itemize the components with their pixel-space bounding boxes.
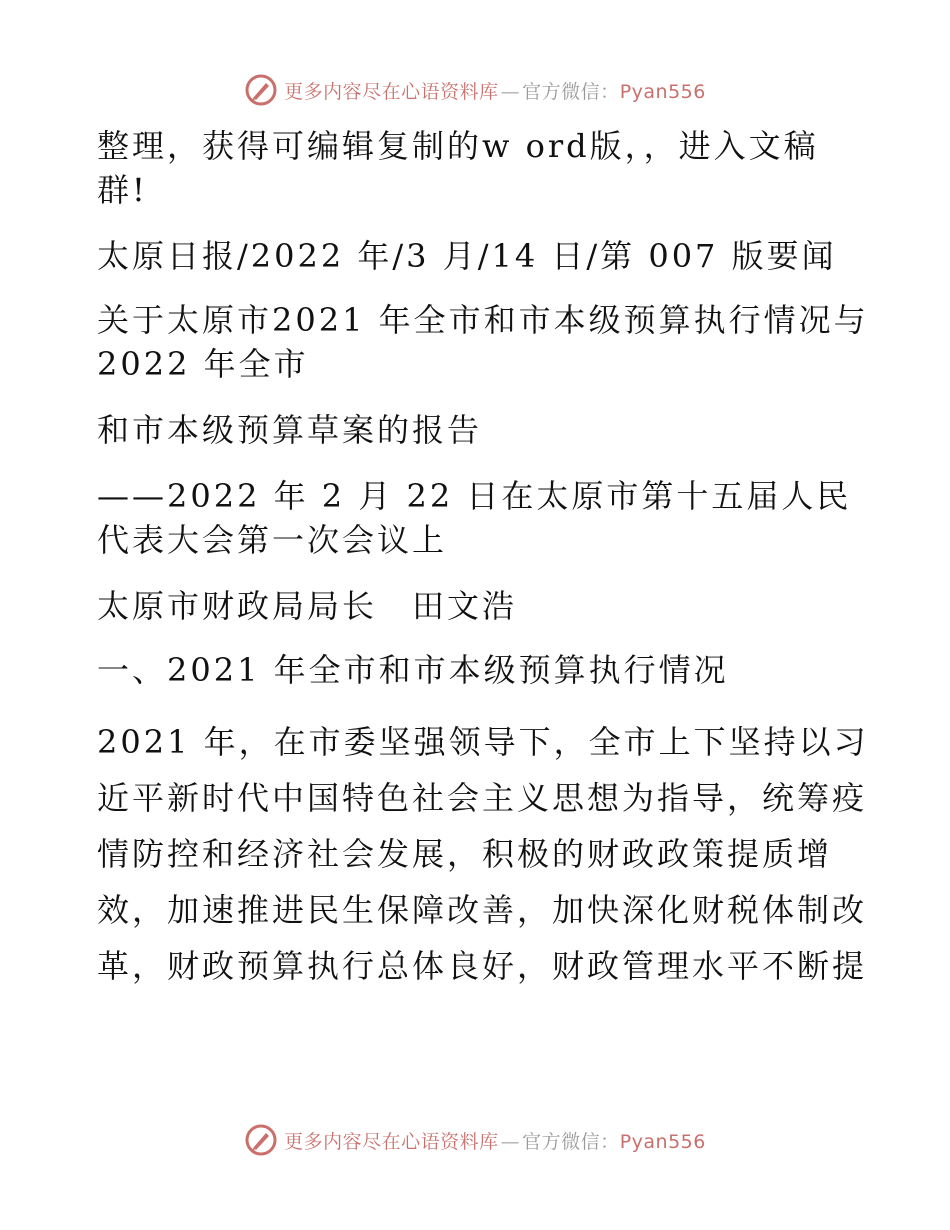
subtitle-line: 代表大会第一次会议上 [97, 521, 448, 559]
text-line: 群! [97, 171, 148, 209]
footer-watermark [0, 1120, 950, 1160]
author-line: 太原市财政局局长 田文浩 [97, 587, 518, 625]
watermark-brand: 更多内容尽在心语资料库 [284, 80, 499, 103]
paragraph-line: 2021 年，在市委坚强领导下，全市上下坚持以习 [97, 723, 869, 761]
watermark-dash: — [500, 80, 521, 103]
watermark-official: 官方微信： [522, 80, 620, 103]
paragraph-line: 革，财政预算执行总体良好，财政管理水平不断提 [97, 947, 868, 985]
pen-logo-icon [244, 73, 278, 107]
title-line: 和市本级预算草案的报告 [97, 411, 483, 449]
watermark-dash: — [500, 1130, 521, 1153]
title-line: 2022 年全市 [97, 345, 309, 383]
watermark-official: 官方微信： [522, 1130, 620, 1153]
watermark-text [284, 77, 706, 104]
text-line: 整理，获得可编辑复制的w ord版，，进入文稿 [97, 127, 819, 165]
watermark-text [284, 1127, 706, 1154]
paragraph-line: 效，加速推进民生保障改善，加快深化财税体制改 [97, 891, 868, 929]
section-heading: 一、2021 年全市和市本级预算执行情况 [97, 651, 729, 689]
watermark-handle: Pyan556 [619, 1130, 706, 1153]
pen-logo-icon [244, 1123, 278, 1157]
watermark-brand: 更多内容尽在心语资料库 [284, 1130, 499, 1153]
paragraph-line: 情防控和经济社会发展，积极的财政政策提质增 [97, 835, 833, 873]
source-line: 太原日报/2022 年/3 月/14 日/第 007 版要闻 [97, 237, 837, 275]
paragraph-line: 近平新时代中国特色社会主义思想为指导，统筹疫 [97, 779, 868, 817]
watermark-handle: Pyan556 [619, 80, 706, 103]
header-watermark [0, 70, 950, 110]
title-line: 关于太原市2021 年全市和市本级预算执行情况与 [97, 301, 869, 339]
subtitle-line: ——2022 年 2 月 22 日在太原市第十五届人民 [97, 477, 852, 515]
document-body [97, 124, 869, 994]
